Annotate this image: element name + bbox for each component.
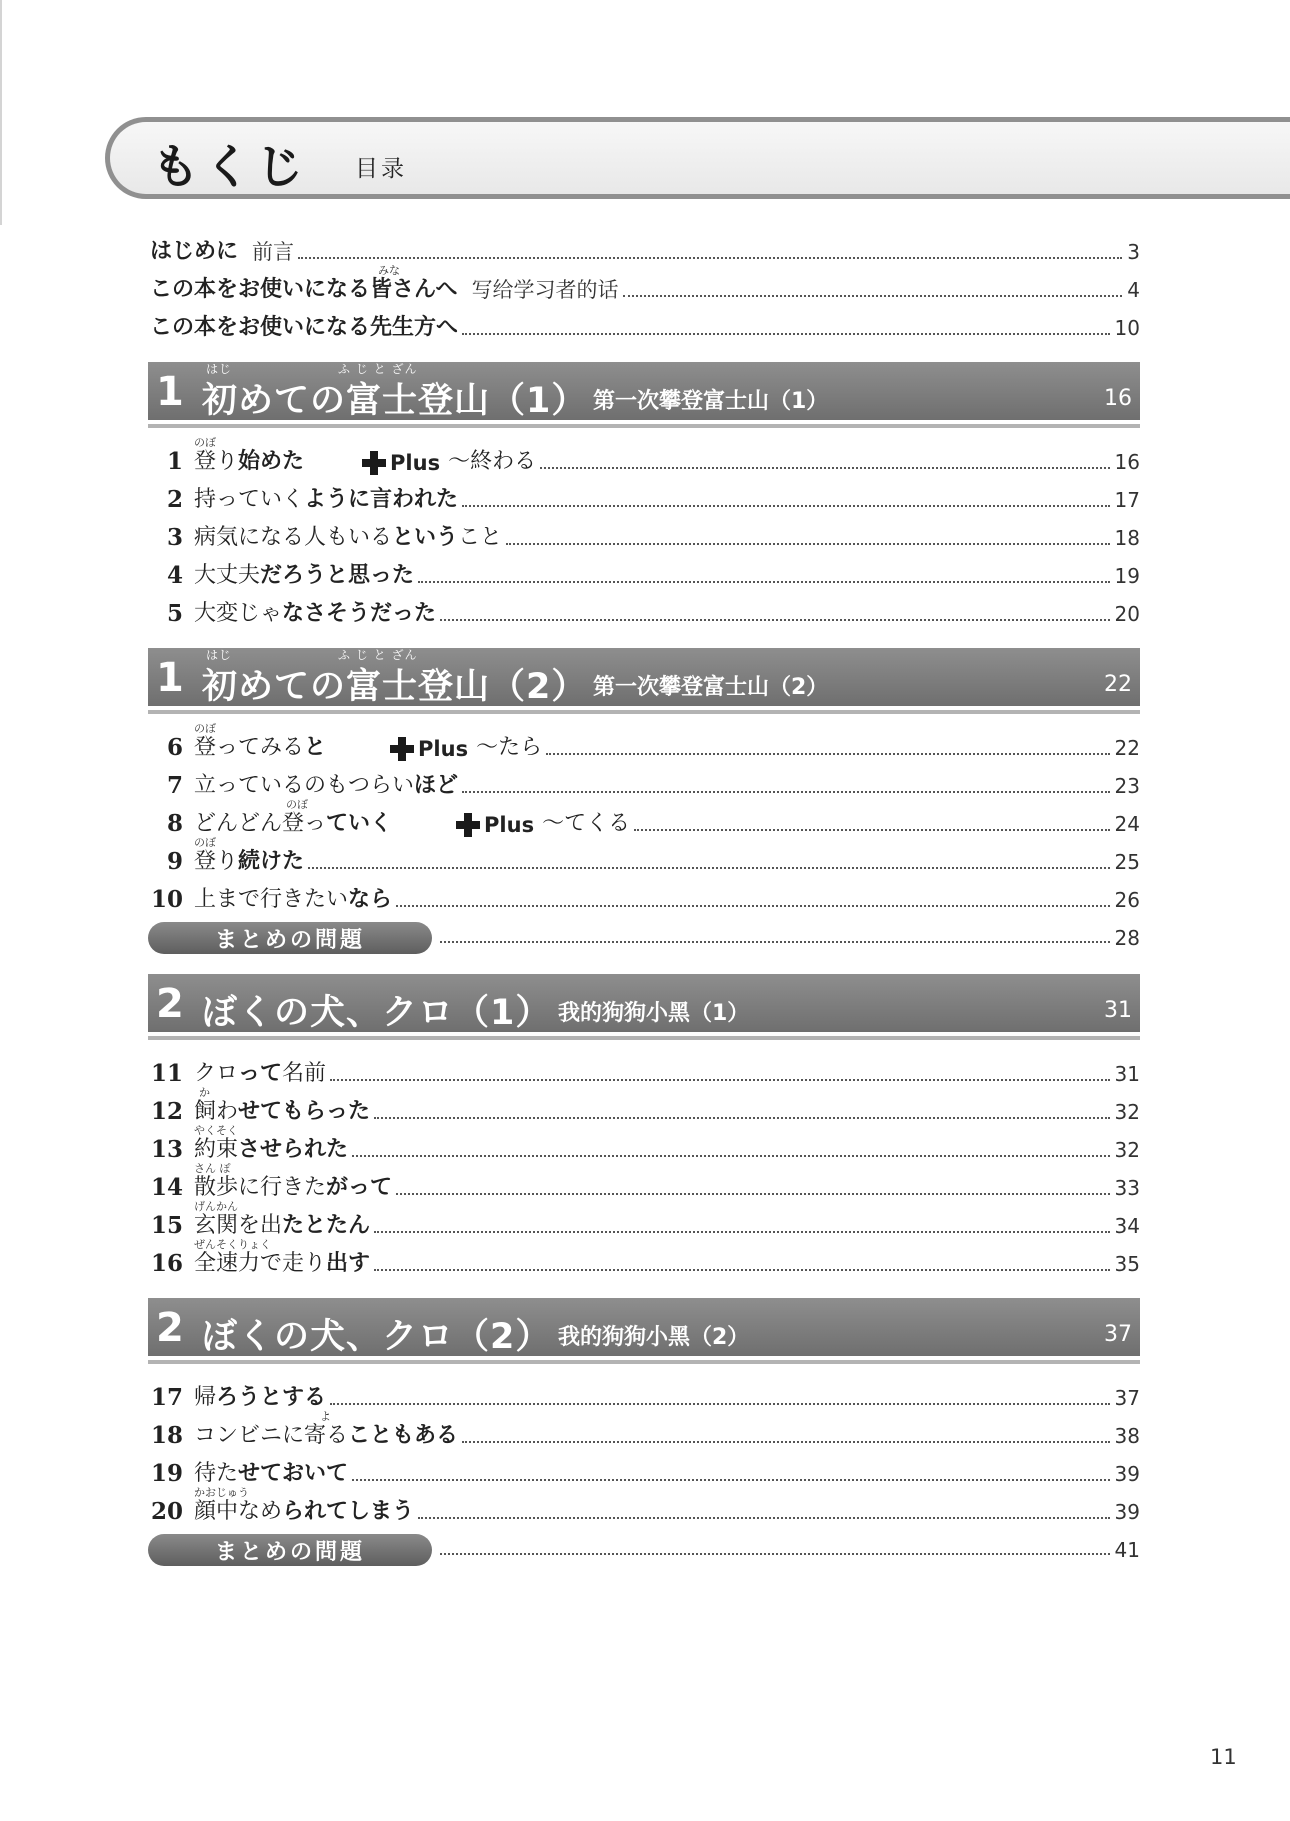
plus-badge [390, 737, 468, 761]
lesson-title [194, 1486, 415, 1525]
chapter-page: 22 [1104, 672, 1132, 697]
leader-dots [540, 467, 1109, 469]
lesson-title [194, 525, 502, 551]
chapter-title: 初めての富士登山（1） [202, 381, 588, 421]
plus-badge [456, 813, 534, 837]
chapter-ruby: ふ じ と ざん [338, 648, 418, 662]
plus-icon [362, 451, 386, 475]
lesson-grammar: せてもらった [238, 1099, 371, 1124]
plus-icon [456, 813, 480, 837]
lesson-title [194, 1086, 371, 1125]
lesson-grammar: なさそうだった [282, 601, 437, 626]
lesson-text: 持っていく [194, 487, 305, 512]
lesson-title [194, 1461, 348, 1487]
chapter-subtitle: 我的狗狗小黑（2） [558, 1325, 750, 1350]
lesson-title [194, 798, 393, 837]
toc-lesson-row[interactable] [150, 1486, 1140, 1525]
toc-front-row[interactable] [150, 264, 1140, 303]
chapter-ruby: ふ じ と ざん [338, 362, 418, 376]
lesson-title [194, 1162, 393, 1201]
toc-lesson-row[interactable] [150, 1162, 1140, 1201]
lesson-number: 9 [166, 848, 183, 875]
lesson-title [194, 436, 305, 475]
lesson-text: 病気になる人もいる [194, 525, 393, 550]
toc-page: 10 [1114, 316, 1140, 340]
chapter-header[interactable] [148, 974, 1140, 1032]
toc-page: 16 [1114, 450, 1140, 474]
lesson-title [194, 722, 327, 761]
toc-page: 23 [1114, 774, 1140, 798]
lesson-number: 15 [150, 1212, 183, 1239]
ruby: のぼ [286, 798, 308, 811]
ruby: よ [320, 1410, 331, 1423]
lesson-text: 散歩に行きた [194, 1175, 327, 1200]
lesson-title [194, 487, 458, 513]
chapter-header[interactable] [148, 1298, 1140, 1356]
leader-dots [330, 1403, 1110, 1405]
leader-dots [462, 505, 1110, 507]
toc-page: 22 [1114, 736, 1140, 760]
lesson-grammar: 始めた [238, 449, 305, 474]
toc-lesson-row[interactable] [150, 765, 1140, 799]
lesson-number: 20 [150, 1498, 183, 1525]
lesson-title [194, 1385, 326, 1411]
chapter-page: 37 [1104, 1322, 1132, 1347]
lesson-text: どんどん登っ [194, 811, 327, 836]
toc-front-sub: 前言 [252, 240, 295, 264]
page-subtitle: 目录 [355, 156, 407, 182]
lesson-text: 飼わ [194, 1099, 239, 1124]
toc-lesson-row[interactable] [150, 555, 1140, 589]
leader-dots [374, 1269, 1110, 1271]
ruby: のぼ [194, 436, 216, 449]
toc-page: 17 [1114, 488, 1140, 512]
toc-page: 31 [1114, 1062, 1140, 1086]
lesson-number: 13 [150, 1136, 183, 1163]
page-edge-rule [0, 0, 2, 225]
lesson-grammar: と [304, 735, 327, 760]
lesson-grammar: って [238, 1061, 283, 1086]
lesson-title [194, 1200, 371, 1239]
chapter-ruby: はじ [206, 648, 233, 662]
toc-page: 26 [1114, 888, 1140, 912]
toc-page: 41 [1114, 1538, 1140, 1562]
lesson-number: 5 [166, 600, 183, 627]
toc-lesson-row[interactable] [150, 1238, 1140, 1277]
ruby: やくそく [194, 1124, 238, 1137]
leader-dots [440, 1553, 1110, 1555]
lesson-text: 大変じゃ [194, 601, 283, 626]
lesson-grammar: られてしまう [282, 1499, 415, 1524]
lesson-text: 上まで行きたい [194, 887, 349, 912]
lesson-grammar: ほど [414, 773, 459, 798]
lesson-grammar: 出す [326, 1251, 371, 1276]
chapter-number: 2 [156, 1305, 184, 1351]
lesson-title [194, 773, 458, 799]
ruby: さん ぽ [194, 1162, 231, 1175]
toc-front-sub: 写给学习者的话 [471, 278, 619, 302]
toc-front-label: この本をお使いになる先生方へ [150, 315, 459, 340]
toc-lesson-row[interactable] [150, 1410, 1140, 1449]
toc-lesson-row[interactable] [150, 1200, 1140, 1239]
plus-label: Plus [418, 737, 469, 761]
lesson-number: 14 [150, 1174, 183, 1201]
leader-dots [462, 333, 1110, 335]
lesson-text: 帰 [194, 1385, 217, 1410]
ruby: のぼ [194, 836, 216, 849]
toc-page: 20 [1114, 602, 1140, 626]
lesson-text: 顔中なめ [194, 1499, 283, 1524]
toc-lesson-row[interactable] [150, 1053, 1140, 1087]
lesson-grammar: という [392, 525, 459, 550]
toc-page: 4 [1127, 278, 1140, 302]
toc-page: 39 [1114, 1500, 1140, 1524]
leader-dots [440, 619, 1110, 621]
lesson-text: 約束 [194, 1137, 239, 1162]
toc-front-text: この本をお使いになる皆さんへ [150, 277, 458, 302]
lesson-grammar: ていく [326, 811, 393, 836]
review-row[interactable] [148, 1532, 1140, 1568]
chapter-page: 16 [1104, 386, 1132, 411]
toc-front-label [150, 264, 458, 303]
plus-text: ～たら [476, 735, 543, 760]
toc-page: 37 [1114, 1386, 1140, 1410]
chapter-page: 31 [1104, 998, 1132, 1023]
lesson-number: 12 [150, 1098, 183, 1125]
lesson-title [194, 836, 305, 875]
lesson-text: コンビニに寄る [194, 1423, 349, 1448]
lesson-text: クロ [194, 1061, 239, 1086]
lesson-grammar: なら [348, 887, 393, 912]
toc-front-row[interactable] [150, 307, 1140, 341]
lesson-number: 10 [150, 886, 183, 913]
lesson-number: 16 [150, 1250, 183, 1277]
lesson-text: 大丈夫 [194, 563, 261, 588]
ruby: のぼ [194, 722, 216, 735]
lesson-text: 登り [194, 849, 239, 874]
toc-page: 18 [1114, 526, 1140, 550]
toc-page: 28 [1114, 926, 1140, 950]
lesson-grammar: させられた [238, 1137, 349, 1162]
chapter-title: ぼくの犬、クロ（2） [202, 1317, 552, 1357]
toc-lesson-row[interactable] [150, 479, 1140, 513]
chapter-title: 初めての富士登山（2） [202, 667, 588, 707]
lesson-grammar: ように言われた [304, 487, 459, 512]
lesson-number: 4 [166, 562, 183, 589]
lesson-title [194, 1410, 459, 1449]
lesson-title [194, 1061, 326, 1087]
leader-dots [374, 1117, 1110, 1119]
lesson-grammar: せておいて [238, 1461, 349, 1486]
plus-text: ～てくる [542, 811, 631, 836]
toc-page: 25 [1114, 850, 1140, 874]
chapter-subtitle: 第一次攀登富士山（2） [593, 675, 829, 700]
toc-lesson-row[interactable] [150, 1086, 1140, 1125]
lesson-grammar: ろうとする [216, 1385, 327, 1410]
leader-dots [418, 581, 1110, 583]
lesson-number: 2 [166, 486, 183, 513]
leader-dots [396, 905, 1110, 907]
lesson-text: 全速力で走り [194, 1251, 327, 1276]
leader-dots [374, 1231, 1110, 1233]
leader-dots [330, 1079, 1110, 1081]
leader-dots [308, 867, 1110, 869]
leader-dots [298, 257, 1122, 259]
toc-page: 33 [1114, 1176, 1140, 1200]
ruby: ぜんそくりょく [194, 1238, 271, 1251]
review-row[interactable] [148, 920, 1140, 956]
lesson-number: 11 [150, 1060, 183, 1087]
leader-dots [352, 1479, 1110, 1481]
ruby: か [199, 1086, 210, 1099]
toc-page: 32 [1114, 1138, 1140, 1162]
ruby: かおじゅう [194, 1486, 249, 1499]
toc-page: 32 [1114, 1100, 1140, 1124]
lesson-text: 登り [194, 449, 239, 474]
lesson-title [194, 563, 414, 589]
chapter-ruby: はじ [206, 362, 233, 376]
leader-dots [440, 941, 1110, 943]
lesson-text: 名前 [282, 1061, 327, 1086]
toc-lesson-row[interactable] [150, 593, 1140, 627]
toc-page: 39 [1114, 1462, 1140, 1486]
lesson-number: 18 [150, 1422, 183, 1449]
toc-front-label: はじめに [150, 239, 239, 264]
chapter-title: ぼくの犬、クロ（1） [202, 993, 552, 1033]
toc-page: 3 [1127, 240, 1140, 264]
toc-lesson-row[interactable] [150, 1377, 1140, 1411]
leader-dots [396, 1193, 1110, 1195]
ruby: みな [378, 264, 400, 277]
title-banner [105, 117, 1290, 199]
lesson-number: 1 [166, 448, 183, 475]
lesson-number: 19 [150, 1460, 183, 1487]
plus-badge [362, 451, 440, 475]
lesson-title [194, 887, 392, 913]
toc-lesson-row[interactable] [150, 879, 1140, 913]
leader-dots [352, 1155, 1110, 1157]
chapter-subtitle: 我的狗狗小黑（1） [558, 1001, 750, 1026]
plus-icon [390, 737, 414, 761]
page-title: もくじ [152, 140, 308, 195]
leader-dots [634, 829, 1109, 831]
toc-lesson-row[interactable] [150, 798, 1140, 837]
leader-dots [462, 1441, 1110, 1443]
lesson-grammar: こともある [348, 1423, 459, 1448]
lesson-text: こと [458, 525, 503, 550]
toc-page: 38 [1114, 1424, 1140, 1448]
chapter-number: 1 [156, 655, 184, 701]
toc-front-row[interactable] [150, 231, 1140, 265]
leader-dots [418, 1517, 1110, 1519]
lesson-grammar: だろうと思った [260, 563, 415, 588]
lesson-number: 7 [166, 772, 183, 799]
lesson-number: 8 [166, 810, 183, 837]
leader-dots [506, 543, 1110, 545]
toc-lesson-row[interactable] [150, 436, 1140, 475]
leader-dots [546, 753, 1109, 755]
toc-lesson-row[interactable] [150, 1124, 1140, 1163]
review-button[interactable]: まとめの問題 [148, 1534, 432, 1566]
lesson-text: 立っているのもつらい [194, 773, 415, 798]
toc-lesson-row[interactable] [150, 1453, 1140, 1487]
toc-lesson-row[interactable] [150, 836, 1140, 875]
lesson-title [194, 601, 436, 627]
toc-page: 19 [1114, 564, 1140, 588]
toc-lesson-row[interactable] [150, 722, 1140, 761]
lesson-number: 17 [150, 1384, 183, 1411]
chapter-subtitle: 第一次攀登富士山（1） [593, 389, 829, 414]
chapter-header[interactable] [148, 362, 1140, 420]
lesson-grammar: がって [326, 1175, 393, 1200]
toc-lesson-row[interactable] [150, 517, 1140, 551]
lesson-text: 待た [194, 1461, 239, 1486]
lesson-title [194, 1124, 349, 1163]
review-button[interactable]: まとめの問題 [148, 922, 432, 954]
lesson-number: 3 [166, 524, 183, 551]
lesson-title [194, 1238, 371, 1277]
chapter-number: 1 [156, 369, 184, 415]
lesson-grammar: 続けた [238, 849, 305, 874]
toc-page: 24 [1114, 812, 1140, 836]
lesson-number: 6 [166, 734, 183, 761]
leader-dots [462, 791, 1110, 793]
toc-page: 35 [1114, 1252, 1140, 1276]
plus-label: Plus [484, 813, 535, 837]
lesson-grammar: たとたん [282, 1213, 371, 1238]
plus-label: Plus [390, 451, 441, 475]
plus-text: ～終わる [448, 449, 537, 474]
lesson-text: 登ってみる [194, 735, 305, 760]
leader-dots [623, 295, 1123, 297]
page-number: 11 [1210, 1745, 1237, 1769]
chapter-number: 2 [156, 981, 184, 1027]
chapter-header[interactable] [148, 648, 1140, 706]
toc-page: 34 [1114, 1214, 1140, 1238]
lesson-text: 玄関を出 [194, 1213, 283, 1238]
ruby: げんかん [194, 1200, 238, 1213]
